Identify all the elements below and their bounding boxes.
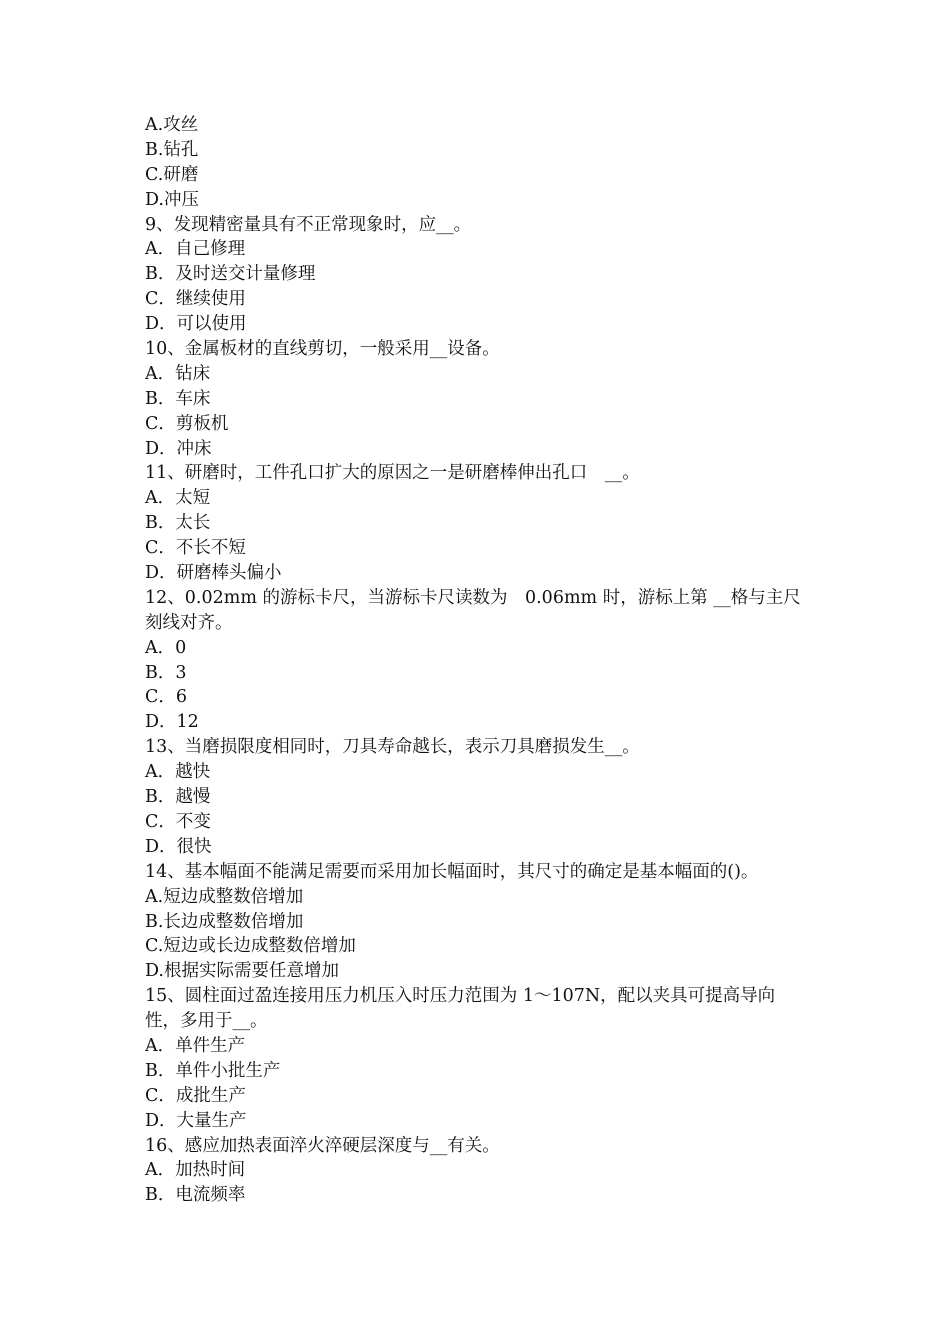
text-line: C.研磨	[145, 164, 199, 185]
text-line: A.攻丝	[145, 115, 199, 135]
text-line: C．剪板机	[145, 413, 229, 434]
text-line: A．太短	[145, 488, 211, 509]
text-line: D．12	[145, 712, 199, 733]
text-line: C．成批生产	[145, 1085, 246, 1106]
text-line: 15、圆柱面过盈连接用压力机压入时压力范围为 1～107N，配以夹具可提高导向	[145, 986, 776, 1007]
text-line: B.长边成整数倍增加	[145, 911, 304, 932]
text-line: B．单件小批生产	[145, 1060, 281, 1081]
text-line: 13、当磨损限度相同时，刀具寿命越长，表示刀具磨损发生__。	[145, 737, 640, 758]
text-line: D．研磨棒头偏小	[145, 563, 282, 584]
text-line: B.钻孔	[145, 139, 199, 160]
text-line: C．继续使用	[145, 289, 246, 310]
text-line: C.短边或长边成整数倍增加	[145, 936, 356, 957]
text-line: 10、金属板材的直线剪切，一般采用__设备。	[145, 339, 500, 360]
text-line: 刻线对齐。	[145, 612, 233, 633]
text-line: A.短边成整数倍增加	[145, 886, 304, 907]
text-line: B．3	[145, 662, 187, 683]
text-line: D．可以使用	[145, 314, 247, 335]
text-line: 16、感应加热表面淬火淬硬层深度与__有关。	[145, 1135, 500, 1156]
text-line: A．钻床	[145, 363, 211, 384]
text-line: B．越慢	[145, 787, 211, 808]
text-line: C．6	[145, 687, 188, 708]
text-line: A．越快	[145, 762, 211, 783]
text-line: C．不长不短	[145, 538, 246, 559]
text-line: B．及时送交计量修理	[145, 264, 316, 285]
text-line: 性，多用于__。	[145, 1011, 268, 1032]
text-line: A．加热时间	[145, 1160, 246, 1181]
text-line: 11、研磨时，工件孔口扩大的原因之一是研磨棒伸出孔口 __。	[145, 463, 640, 484]
text-line: D．大量生产	[145, 1110, 247, 1131]
text-line: B．车床	[145, 388, 211, 409]
text-line: D.冲压	[145, 189, 199, 210]
text-line: D.根据实际需要任意增加	[145, 961, 339, 982]
text-line: A．0	[145, 637, 187, 658]
text-line: D．冲床	[145, 438, 212, 459]
text-line: 14、基本幅面不能满足需要而采用加长幅面时，其尺寸的确定是基本幅面的()。	[145, 861, 759, 882]
text-line: 12、0.02mm 的游标卡尺，当游标卡尺读数为 0.06mm 时，游标上第 __格与主尺	[145, 587, 801, 608]
text-line: A．单件生产	[145, 1035, 246, 1056]
text-line: B．电流频率	[145, 1185, 246, 1206]
text-line: 9、发现精密量具有不正常现象时，应__。	[145, 214, 472, 235]
text-line: D．很快	[145, 836, 212, 857]
text-line: C．不变	[145, 811, 211, 832]
document-page	[145, 113, 825, 1208]
text-line: B．太长	[145, 513, 211, 534]
text-line: A．自己修理	[145, 239, 246, 260]
